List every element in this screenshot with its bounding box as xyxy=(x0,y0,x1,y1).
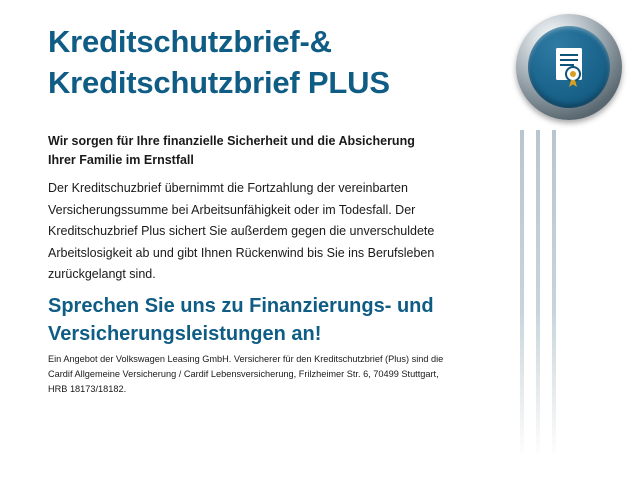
subtitle xyxy=(48,132,468,170)
body-line: Der Kreditschuzbrief übernimmt die Fortzahlung der vereinbarten xyxy=(48,181,408,195)
call-to-action xyxy=(48,292,478,348)
legal-line: Ein Angebot der Volkswagen Leasing GmbH. Versicherer für den Kreditschutzbrief (Plus) sind die xyxy=(48,354,444,364)
cta-line: Sprechen Sie uns zu Finanzierungs- und xyxy=(48,295,434,317)
page-title xyxy=(48,22,488,104)
subtitle-line: Ihrer Familie im Ernstfall xyxy=(48,152,194,167)
stripe-2 xyxy=(536,130,540,460)
legal-disclaimer xyxy=(48,352,448,397)
certificate-seal-badge xyxy=(516,14,622,120)
legal-line: Cardif Allgemeine Versicherung / Cardif Lebensversicherung, Frilzheimer Str. 6, 70499 Stuttgart, xyxy=(48,368,439,379)
legal-line: HRB 18173/18182. xyxy=(48,383,127,394)
certificate-seal-icon xyxy=(528,26,610,108)
body-line: Versicherungssumme bei Arbeitsunfähigkeit oder im Todesfall. Der xyxy=(48,202,416,217)
body-paragraph xyxy=(48,178,468,286)
title-line: Kreditschutzbrief-& xyxy=(48,24,332,59)
cta-line: Versicherungsleistungen an! xyxy=(48,323,322,345)
decorative-stripes xyxy=(512,130,572,460)
title-line: Kreditschutzbrief PLUS xyxy=(48,64,390,100)
stripe-3 xyxy=(552,130,556,460)
body-line: Arbeitslosigkeit ab und gibt Ihnen Rückenwind bis Sie ins Berufsleben xyxy=(48,245,435,260)
stripe-1 xyxy=(520,130,524,460)
body-line: zurückgelangt sind. xyxy=(48,267,156,281)
subtitle-line: Wir sorgen für Ihre finanzielle Sicherheit und die Absicherung xyxy=(48,134,415,148)
body-line: Kreditschuzbrief Plus sichert Sie außerdem gegen die unverschuldete xyxy=(48,224,435,238)
